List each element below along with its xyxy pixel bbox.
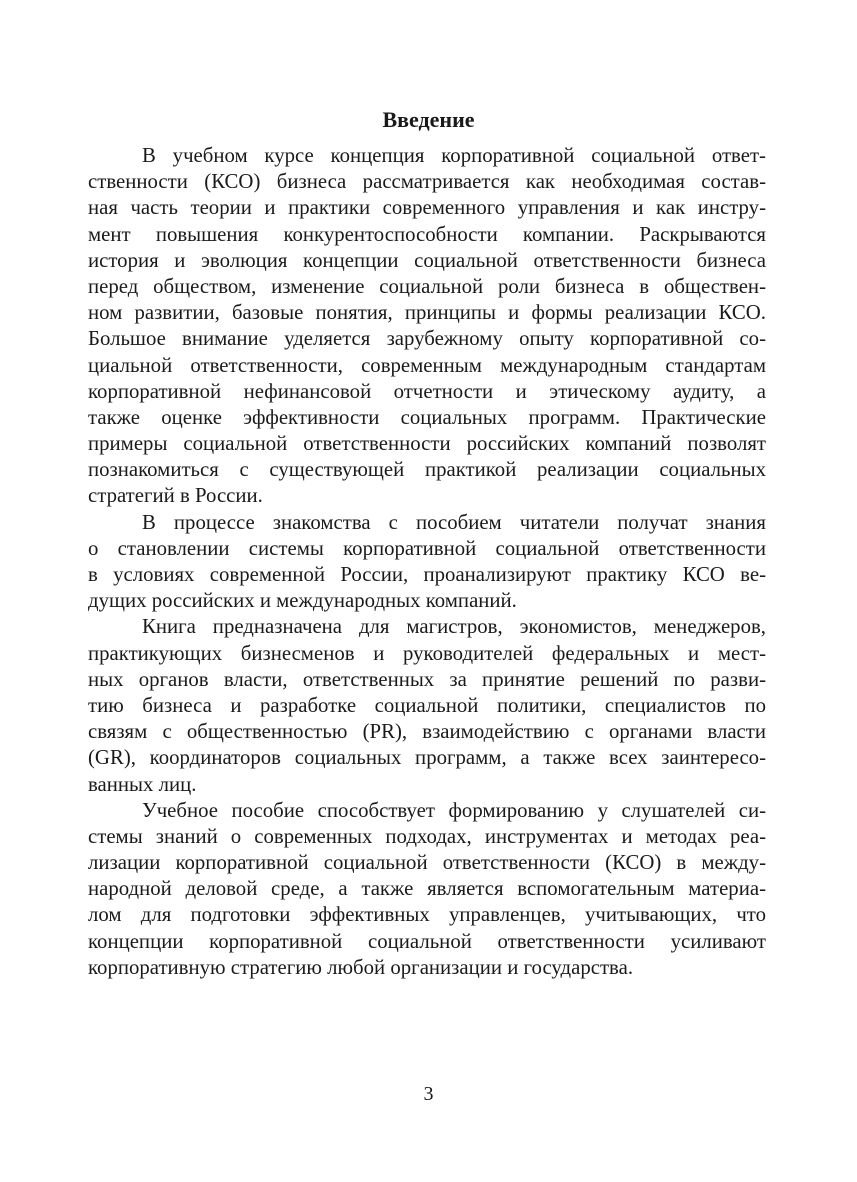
text-line: В процессе знакомства с пособием читатели получат знания [142, 510, 766, 534]
text-line: В учебном курсе концепция корпоративной социальной ответ- [142, 144, 766, 167]
text-line: народной деловой среде, а также является вспомогательным материа- [88, 877, 766, 901]
text-line: в условиях современной России, проанализируют практику КСО ве- [88, 563, 766, 586]
text-line: тию бизнеса и разработке социальной политики, специалистов по [88, 693, 766, 717]
text-line: перед обществом, изменение социальной роли бизнеса в обществен- [88, 274, 766, 298]
paragraph-2 [88, 510, 766, 615]
text-line: практикующих бизнесменов и руководителей федеральных и мест- [88, 641, 766, 665]
text-line: ванных лиц. [88, 772, 197, 796]
text-line: лом для подготовки эффективных управленцев, учитывающих, что [88, 903, 766, 927]
text-line: ная часть теории и практики современного управления и как инстру- [88, 196, 766, 220]
text-line: корпоративную стратегию любой организации и государства. [88, 955, 634, 979]
text-line: Большое внимание уделяется зарубежному опыту корпоративной со- [88, 327, 766, 351]
paragraph-1 [88, 143, 766, 510]
text-line: связям с общественностью (PR), взаимодействию с органами власти [88, 720, 766, 744]
text-line: лизации корпоративной социальной ответственности (КСО) в между- [88, 851, 766, 875]
text-line: о становлении системы корпоративной социальной ответственности [88, 536, 766, 560]
text-line: Книга предназначена для магистров, экономистов, менеджеров, [142, 615, 766, 639]
text-line: корпоративной нефинансовой отчетности и этическому аудиту, а [88, 379, 766, 403]
text-line: стемы знаний о современных подходах, инструментах и методах реа- [88, 824, 766, 848]
text-line: (GR), координаторов социальных программ, а также всех заинтересо- [88, 746, 766, 770]
page-title: Введение [382, 107, 475, 132]
text-line: примеры социальной ответственности российских компаний позволят [88, 432, 766, 456]
paragraph-4 [88, 798, 766, 981]
text-line: ном развитии, базовые понятия, принципы и формы реализации КСО. [88, 301, 766, 325]
text-line: познакомиться с существующей практикой реализации социальных [88, 458, 766, 482]
page-number: 3 [423, 1083, 434, 1105]
text-line: мент повышения конкурентоспособности компании. Раскрываются [88, 222, 766, 246]
text-line: также оценке эффективности социальных программ. Практические [88, 405, 766, 429]
text-line: концепции корпоративной социальной ответственности усиливают [88, 929, 766, 953]
text-line: история и эволюция концепции социальной ответственности бизнеса [88, 248, 766, 272]
text-line: циальной ответственности, современным международным стандартам [88, 353, 766, 377]
paragraph-3 [88, 614, 766, 797]
text-line: ственности (КСО) бизнеса рассматривается как необходимая состав- [88, 170, 766, 194]
text-line: дущих российских и международных компаний. [88, 589, 517, 613]
body-text [88, 143, 766, 981]
text-line: Учебное пособие способствует формированию у слушателей си- [142, 798, 766, 822]
text-line: ных органов власти, ответственных за принятие решений по разви- [88, 667, 766, 691]
text-line: стратегий в России. [88, 484, 263, 508]
